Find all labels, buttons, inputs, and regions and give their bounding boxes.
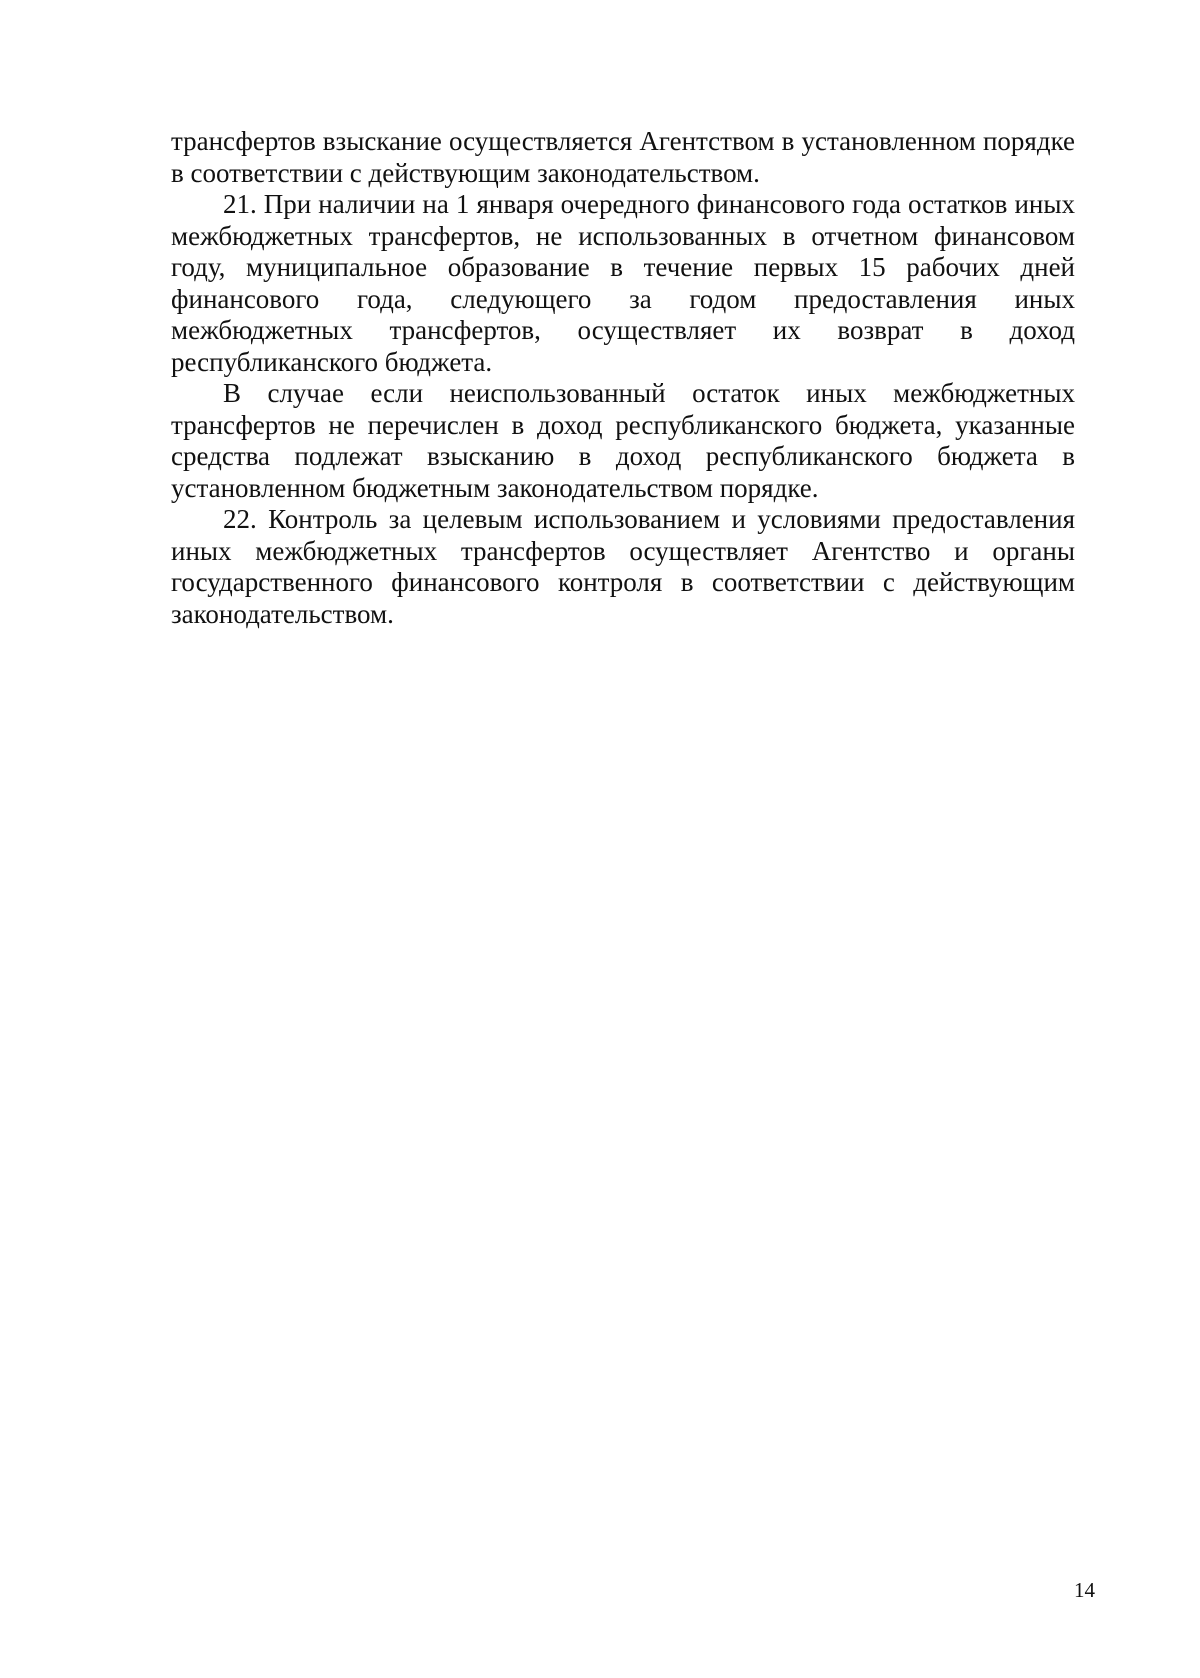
paragraph-21: 21. При наличии на 1 января очередного финансового года остатков иных межбюджетных трансфертов, не использованных в отчетном финансовом году, муниципальное образование в течение первых 15 рабочих дней финансового года, следующего за годом предоставления иных межбюджетных трансфертов, осуществляет их возврат в доход республиканского бюджета. bbox=[171, 189, 1075, 377]
paragraph-22: 22. Контроль за целевым использованием и условиями предоставления иных межбюджетных трансфертов осуществляет Агентство и органы государственного финансового контроля в соответствии с действующим законодательством. bbox=[171, 504, 1075, 629]
paragraph-21-subclause: В случае если неиспользованный остаток иных межбюджетных трансфертов не перечислен в доход республиканского бюджета, указанные средства подлежат взысканию в доход республиканского бюджета в установленном бюджетным законодательством порядке. bbox=[171, 378, 1075, 503]
document-body bbox=[171, 126, 1075, 630]
page-number: 14 bbox=[1074, 1578, 1095, 1602]
paragraph-continuation: трансфертов взыскание осуществляется Агентством в установленном порядке в соответствии с действующим законодательством. bbox=[171, 126, 1075, 188]
